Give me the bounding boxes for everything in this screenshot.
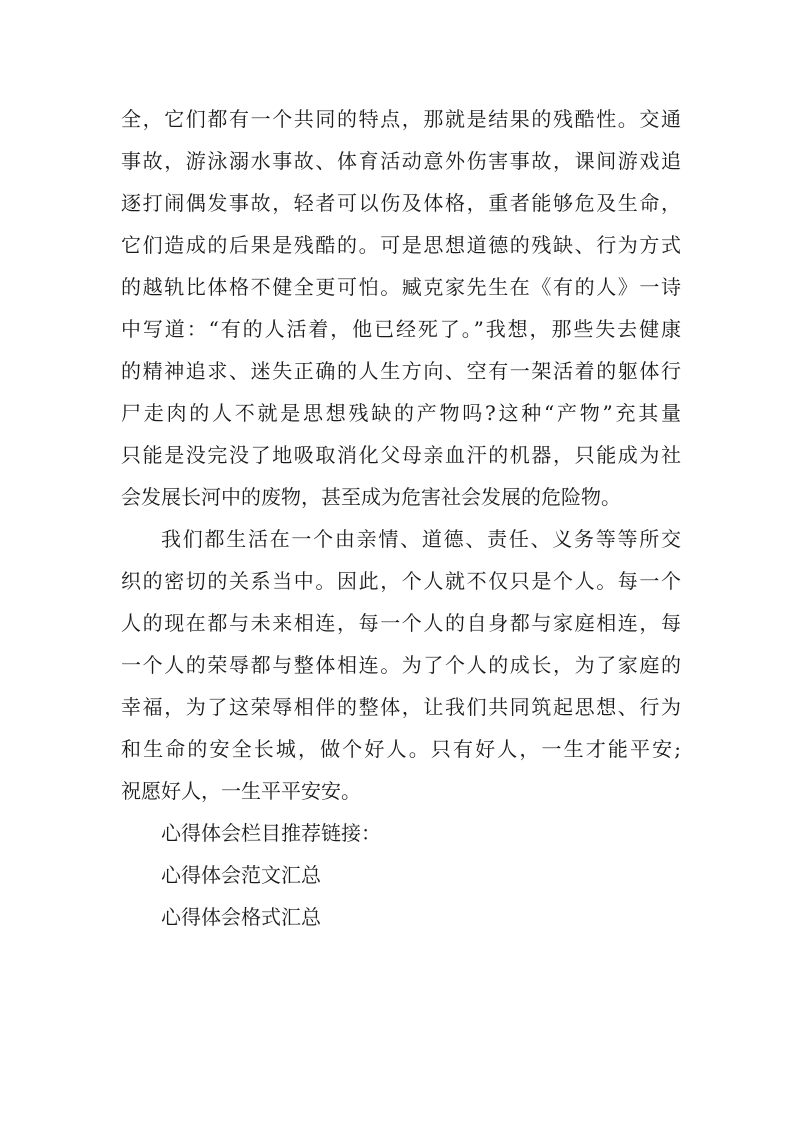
recommend-link-essays[interactable]: 心得体会范文汇总 xyxy=(161,863,321,887)
paragraph-2-line: 一个人的荣辱都与整体相连。为了个人的成长，为了家庭的 xyxy=(121,653,681,677)
paragraph-1-line: 的越轨比体格不健全更可怕。臧克家先生在《有的人》一诗 xyxy=(121,275,681,299)
paragraph-1-line: 它们造成的后果是残酷的。可是思想道德的残缺、行为方式 xyxy=(121,233,681,257)
recommend-heading: 心得体会栏目推荐链接： xyxy=(161,821,381,845)
paragraph-2-line: 我们都生活在一个由亲情、道德、责任、义务等等所交 xyxy=(161,527,681,551)
paragraph-2-line: 和生命的安全长城，做个好人。只有好人，一生才能平安; xyxy=(121,737,681,761)
paragraph-1-line: 只能是没完没了地吸取消化父母亲血汗的机器，只能成为社 xyxy=(121,443,681,467)
paragraph-1-line: 逐打闹偶发事故，轻者可以伤及体格，重者能够危及生命， xyxy=(121,191,681,215)
paragraph-1-line: 全，它们都有一个共同的特点，那就是结果的残酷性。交通 xyxy=(121,107,681,131)
paragraph-1-line: 的精神追求、迷失正确的人生方向、空有一架活着的躯体行 xyxy=(121,359,681,383)
paragraph-2-line: 祝愿好人，一生平平安安。 xyxy=(121,779,361,803)
paragraph-1-line: 中写道：“有的人活着，他已经死了。”我想，那些失去健康 xyxy=(121,317,681,341)
paragraph-2-line: 幸福，为了这荣辱相伴的整体，让我们共同筑起思想、行为 xyxy=(121,695,681,719)
paragraph-1-line: 会发展长河中的废物，甚至成为危害社会发展的危险物。 xyxy=(121,485,621,509)
paragraph-1-line: 尸走肉的人不就是思想残缺的产物吗?这种“产物”充其量 xyxy=(121,401,681,425)
paragraph-2-line: 人的现在都与未来相连，每一个人的自身都与家庭相连，每 xyxy=(121,611,681,635)
paragraph-1-line: 事故，游泳溺水事故、体育活动意外伤害事故，课间游戏追 xyxy=(121,149,681,173)
paragraph-2-line: 织的密切的关系当中。因此，个人就不仅只是个人。每一个 xyxy=(121,569,681,593)
recommend-link-format[interactable]: 心得体会格式汇总 xyxy=(161,905,321,929)
